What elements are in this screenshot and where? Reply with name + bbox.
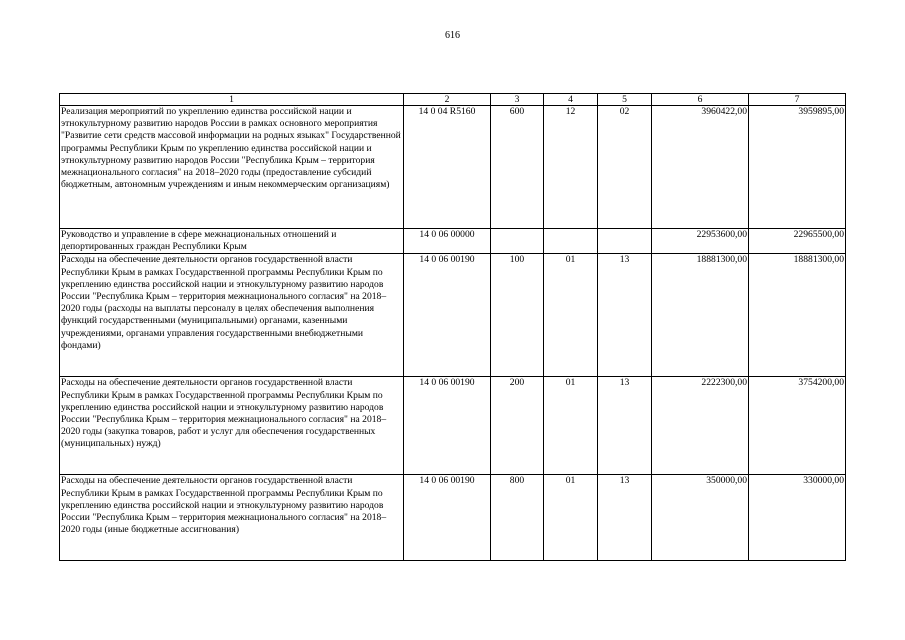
row-description: Расходы на обеспечение деятельности органов государственной власти Республики Крым в рамках Государственной программы Республики Крым по укреплению единства российской нации и этнокультурному развитию народов России "Республика Крым – территория межнационального согласия" на 2018–2020 годы (закупка товаров, работ и услуг для обеспечения государственных (муниципальных) нужд) — [60, 377, 404, 475]
row-amount-6: 18881300,00 — [652, 254, 749, 377]
header-col-5: 5 — [598, 94, 652, 106]
header-col-3: 3 — [491, 94, 544, 106]
table-row — [60, 377, 846, 475]
table-row — [60, 254, 846, 377]
row-amount-7: 3754200,00 — [749, 377, 846, 475]
header-col-1: 1 — [60, 94, 404, 106]
table-row — [60, 475, 846, 561]
header-col-4: 4 — [544, 94, 598, 106]
row-col-3 — [491, 229, 544, 254]
row-col-5: 02 — [598, 106, 652, 229]
header-col-7: 7 — [749, 94, 846, 106]
row-col-5: 13 — [598, 475, 652, 561]
row-col-5: 13 — [598, 377, 652, 475]
row-code: 14 0 06 00190 — [404, 254, 491, 377]
row-amount-6: 3960422,00 — [652, 106, 749, 229]
row-amount-6: 350000,00 — [652, 475, 749, 561]
row-col-5 — [598, 229, 652, 254]
row-code: 14 0 06 00190 — [404, 475, 491, 561]
row-code: 14 0 04 R5160 — [404, 106, 491, 229]
table-row — [60, 106, 846, 229]
row-amount-6: 2222300,00 — [652, 377, 749, 475]
row-col-3: 200 — [491, 377, 544, 475]
header-col-2: 2 — [404, 94, 491, 106]
row-description: Расходы на обеспечение деятельности органов государственной власти Республики Крым в рамках Государственной программы Республики Крым по укреплению единства российской нации и этнокультурному развитию народов России "Республика Крым – территория межнационального согласия" на 2018–2020 годы (расходы на выплаты персоналу в целях обеспечения выполнения функций государственными (муниципальными) органами, казенными учреждениями, органами управления государственными внебюджетными фондами) — [60, 254, 404, 377]
row-col-5: 13 — [598, 254, 652, 377]
row-col-4: 01 — [544, 377, 598, 475]
row-col-3: 800 — [491, 475, 544, 561]
row-description: Реализация мероприятий по укреплению единства российской нации и этнокультурному развитию народов России в рамках основного мероприятия "Развитие сети средств массовой информации на родных языках" Государственной программы Республики Крым по укреплению единства российской нации и этнокультурному развитию народов России "Республика Крым – территория межнационального согласия" на 2018–2020 годы (предоставление субсидий бюджетным, автономным учреждениям и иным некоммерческим организациям) — [60, 106, 404, 229]
row-col-4: 12 — [544, 106, 598, 229]
row-code: 14 0 06 00000 — [404, 229, 491, 254]
row-col-3: 100 — [491, 254, 544, 377]
row-amount-6: 22953600,00 — [652, 229, 749, 254]
row-code: 14 0 06 00190 — [404, 377, 491, 475]
row-description: Расходы на обеспечение деятельности органов государственной власти Республики Крым в рамках Государственной программы Республики Крым по укреплению единства российской нации и этнокультурному развитию народов России "Республика Крым – территория межнационального согласия" на 2018–2020 годы (иные бюджетные ассигнования) — [60, 475, 404, 561]
row-col-3: 600 — [491, 106, 544, 229]
header-row — [60, 94, 846, 106]
budget-table — [59, 93, 846, 561]
header-col-6: 6 — [652, 94, 749, 106]
row-col-4: 01 — [544, 475, 598, 561]
row-amount-7: 3959895,00 — [749, 106, 846, 229]
row-col-4: 01 — [544, 254, 598, 377]
row-col-4 — [544, 229, 598, 254]
row-amount-7: 330000,00 — [749, 475, 846, 561]
row-amount-7: 18881300,00 — [749, 254, 846, 377]
row-amount-7: 22965500,00 — [749, 229, 846, 254]
row-description: Руководство и управление в сфере межнациональных отношений и депортированных граждан Республики Крым — [60, 229, 404, 254]
table-row — [60, 229, 846, 254]
page-number: 616 — [445, 30, 460, 41]
